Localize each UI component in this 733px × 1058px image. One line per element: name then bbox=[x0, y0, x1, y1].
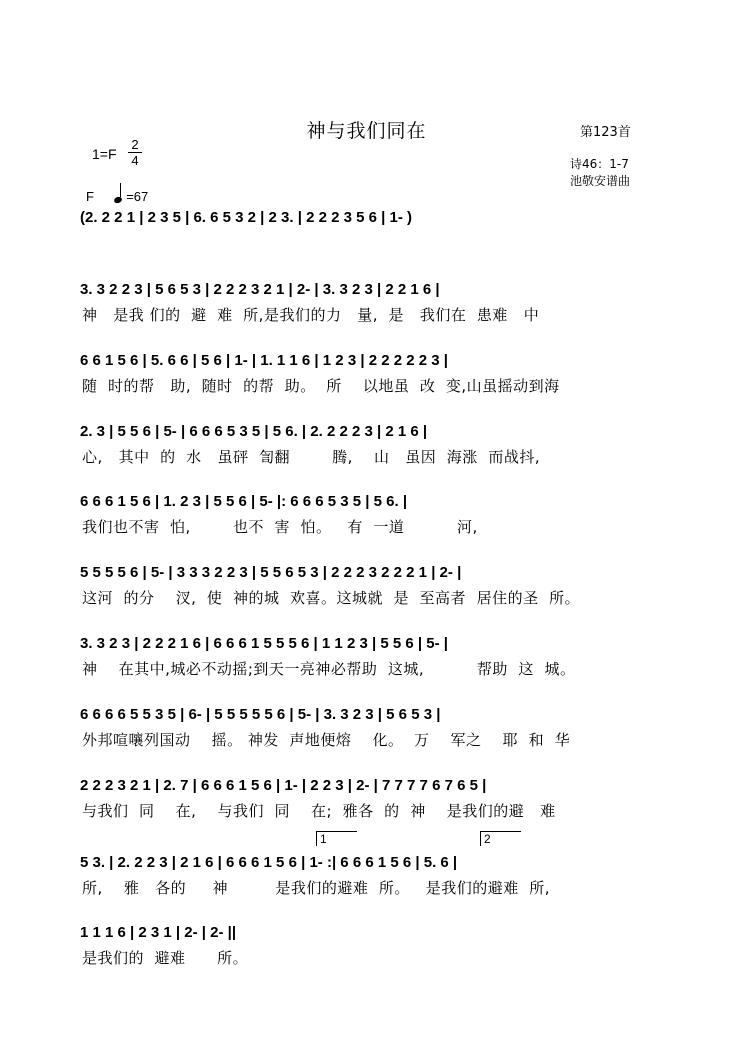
lyrics-row: 神 在其中,城必不动摇;到天一亮神必帮助 这城, 帮助 这 城。 bbox=[82, 660, 576, 678]
key-signature: 1=F bbox=[92, 146, 117, 162]
tempo-key: F bbox=[86, 189, 94, 204]
notation-graphic bbox=[80, 204, 680, 234]
notation-row bbox=[80, 347, 670, 377]
time-signature-lower: 4 bbox=[131, 153, 139, 168]
tempo-value: =67 bbox=[126, 189, 149, 204]
lyrics-row: 我们也不害 怕, 也不 害 怕。 有 一道 河, bbox=[82, 518, 478, 536]
notation-text: (2. 2 2 1 | 2 3 5 | 6. 6 5 3 2 | 2 3. | 2 2 2 3 5 6 | 1- ) bbox=[80, 209, 413, 226]
notation-row bbox=[80, 204, 670, 234]
notation-row bbox=[80, 559, 670, 589]
lyrics-row: 是我们的 避难 所。 bbox=[82, 949, 249, 967]
quarter-note-icon bbox=[113, 196, 123, 204]
notation-text: 5 3. | 2. 2 2 3 | 2 1 6 | 6 6 6 1 5 6 | 1- :| 6 6 6 1 5 6 | 5. 6 | bbox=[80, 854, 458, 871]
notation-row bbox=[80, 772, 670, 802]
lyrics-row: 这河 的分 汊, 使 神的城 欢喜。这城就 是 至高者 居住的圣 所。 bbox=[82, 589, 581, 607]
notation-text: 6 6 1 5 6 | 5. 6 6 | 5 6 | 1- | 1. 1 1 6 | 1 2 3 | 2 2 2 2 2 3 | bbox=[80, 352, 448, 369]
notation-graphic bbox=[80, 276, 680, 306]
notation-text: 3. 3 2 3 | 2 2 2 1 6 | 6 6 6 1 5 5 5 6 | 1 1 2 3 | 5 5 6 | 5- | bbox=[80, 635, 448, 652]
lyrics-row: 神 是我 们的 避 难 所,是我们的力 量, 是 我们在 患难 中 bbox=[82, 306, 540, 324]
notation-graphic bbox=[80, 919, 680, 949]
lyrics-row: 外邦喧嚷列国动 摇。 神发 声地便熔 化。 万 军之 耶 和 华 bbox=[82, 731, 571, 749]
time-signature bbox=[128, 138, 142, 167]
notation-row bbox=[80, 701, 670, 731]
time-signature-upper: 2 bbox=[131, 137, 139, 152]
notation-graphic bbox=[80, 559, 680, 589]
notation-row bbox=[80, 630, 670, 660]
notation-row bbox=[80, 919, 670, 949]
notation-row bbox=[80, 488, 670, 518]
scripture-reference: 诗46：1-7 bbox=[570, 157, 629, 171]
composer-credit: 池敬安谱曲 bbox=[570, 174, 631, 188]
notation-row bbox=[80, 849, 670, 879]
volta-bracket-1: 1 bbox=[316, 831, 357, 846]
notation-text: 2 2 2 3 2 1 | 2. 7 | 6 6 6 1 5 6 | 1- | 2 2 3 | 2- | 7 7 7 7 6 7 6 5 | bbox=[80, 777, 487, 794]
notation-row bbox=[80, 418, 670, 448]
hymn-number: 第123首 bbox=[580, 125, 631, 140]
notation-graphic bbox=[80, 488, 680, 518]
notation-graphic bbox=[80, 772, 680, 802]
notation-graphic bbox=[80, 701, 680, 731]
lyrics-row: 所, 雅 各的 神 是我们的避难 所。 是我们的避难 所, bbox=[82, 879, 551, 897]
notation-graphic bbox=[80, 418, 680, 448]
notation-text: 1 1 1 6 | 2 3 1 | 2- | 2- || bbox=[80, 924, 237, 941]
notation-text: 6 6 6 1 5 6 | 1. 2 3 | 5 5 6 | 5- |: 6 6 6 5 3 5 | 5 6. | bbox=[80, 493, 408, 510]
notation-graphic bbox=[80, 849, 680, 879]
tempo-marking bbox=[86, 187, 148, 204]
lyrics-row: 与我们 同 在, 与我们 同 在; 雅各 的 神 是我们的避 难 bbox=[82, 802, 556, 820]
notation-graphic bbox=[80, 630, 680, 660]
notation-row bbox=[80, 276, 670, 306]
attribution bbox=[570, 156, 630, 190]
volta-bracket-2: 2 bbox=[480, 831, 521, 846]
notation-graphic bbox=[80, 347, 680, 377]
notation-text: 2. 3 | 5 5 6 | 5- | 6 6 6 5 3 5 | 5 6. | 2. 2 2 2 3 | 2 1 6 | bbox=[80, 423, 428, 440]
notation-text: 3. 3 2 2 3 | 5 6 5 3 | 2 2 2 3 2 1 | 2- | 3. 3 2 3 | 2 2 1 6 | bbox=[80, 281, 440, 298]
lyrics-row: 心, 其中 的 水 虽砰 訇翻 腾, 山 虽因 海涨 而战抖, bbox=[82, 448, 541, 466]
lyrics-row: 随 时的帮 助, 随时 的帮 助。 所 以地虽 改 变,山虽摇动到海 bbox=[82, 377, 560, 395]
notation-text: 5 5 5 5 6 | 5- | 3 3 3 2 2 3 | 5 5 6 5 3 | 2 2 2 3 2 2 2 1 | 2- | bbox=[80, 564, 462, 581]
notation-text: 6 6 6 6 5 5 3 5 | 6- | 5 5 5 5 5 6 | 5- | 3. 3 2 3 | 5 6 5 3 | bbox=[80, 706, 441, 723]
page-title: 神与我们同在 bbox=[306, 120, 427, 142]
